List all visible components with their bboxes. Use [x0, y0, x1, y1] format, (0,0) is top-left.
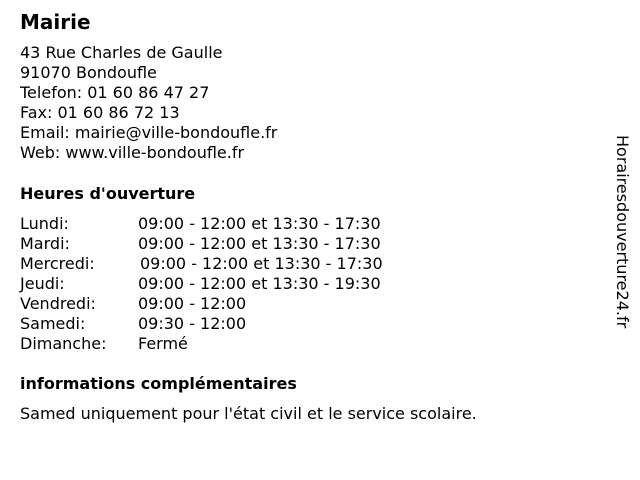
opening-hours-heading: Heures d'ouverture	[20, 184, 196, 203]
hours-time: 09:00 - 12:00 et 13:30 - 17:30	[140, 254, 383, 273]
site-watermark: Horairesdouverture24.fr	[613, 135, 632, 329]
hours-row-tuesday	[20, 234, 440, 254]
hours-day: Jeudi:	[20, 274, 65, 293]
hours-row-wednesday	[20, 254, 440, 274]
hours-time: 09:00 - 12:00 et 13:30 - 17:30	[138, 234, 381, 253]
additional-info-text: Samed uniquement pour l'état civil et le service scolaire.	[20, 404, 477, 423]
address-block	[20, 43, 277, 163]
hours-day: Samedi:	[20, 314, 86, 333]
hours-time: Fermé	[138, 334, 188, 353]
hours-time: 09:00 - 12:00	[138, 294, 247, 313]
hours-row-sunday	[20, 334, 440, 354]
hours-row-friday	[20, 294, 440, 314]
hours-day: Vendredi:	[20, 294, 96, 313]
address-street: 43 Rue Charles de Gaulle	[20, 43, 223, 62]
website: Web: www.ville-bondoufle.fr	[20, 143, 245, 162]
hours-day: Mardi:	[20, 234, 70, 253]
page-title: Mairie	[20, 10, 91, 34]
hours-time: 09:00 - 12:00 et 13:30 - 17:30	[138, 214, 381, 233]
hours-time: 09:30 - 12:00	[138, 314, 247, 333]
phone-number: Telefon: 01 60 86 47 27	[20, 83, 210, 102]
email-address: Email: mairie@ville-bondoufle.fr	[20, 123, 278, 142]
fax-number: Fax: 01 60 86 72 13	[20, 103, 180, 122]
opening-hours-table	[20, 214, 440, 354]
additional-info-heading: informations complémentaires	[20, 374, 297, 393]
hours-row-saturday	[20, 314, 440, 334]
hours-day: Lundi:	[20, 214, 69, 233]
hours-time: 09:00 - 12:00 et 13:30 - 19:30	[138, 274, 381, 293]
address-city: 91070 Bondoufle	[20, 63, 157, 82]
hours-day: Dimanche:	[20, 334, 107, 353]
hours-row-monday	[20, 214, 440, 234]
hours-row-thursday	[20, 274, 440, 294]
hours-day: Mercredi:	[20, 254, 95, 273]
